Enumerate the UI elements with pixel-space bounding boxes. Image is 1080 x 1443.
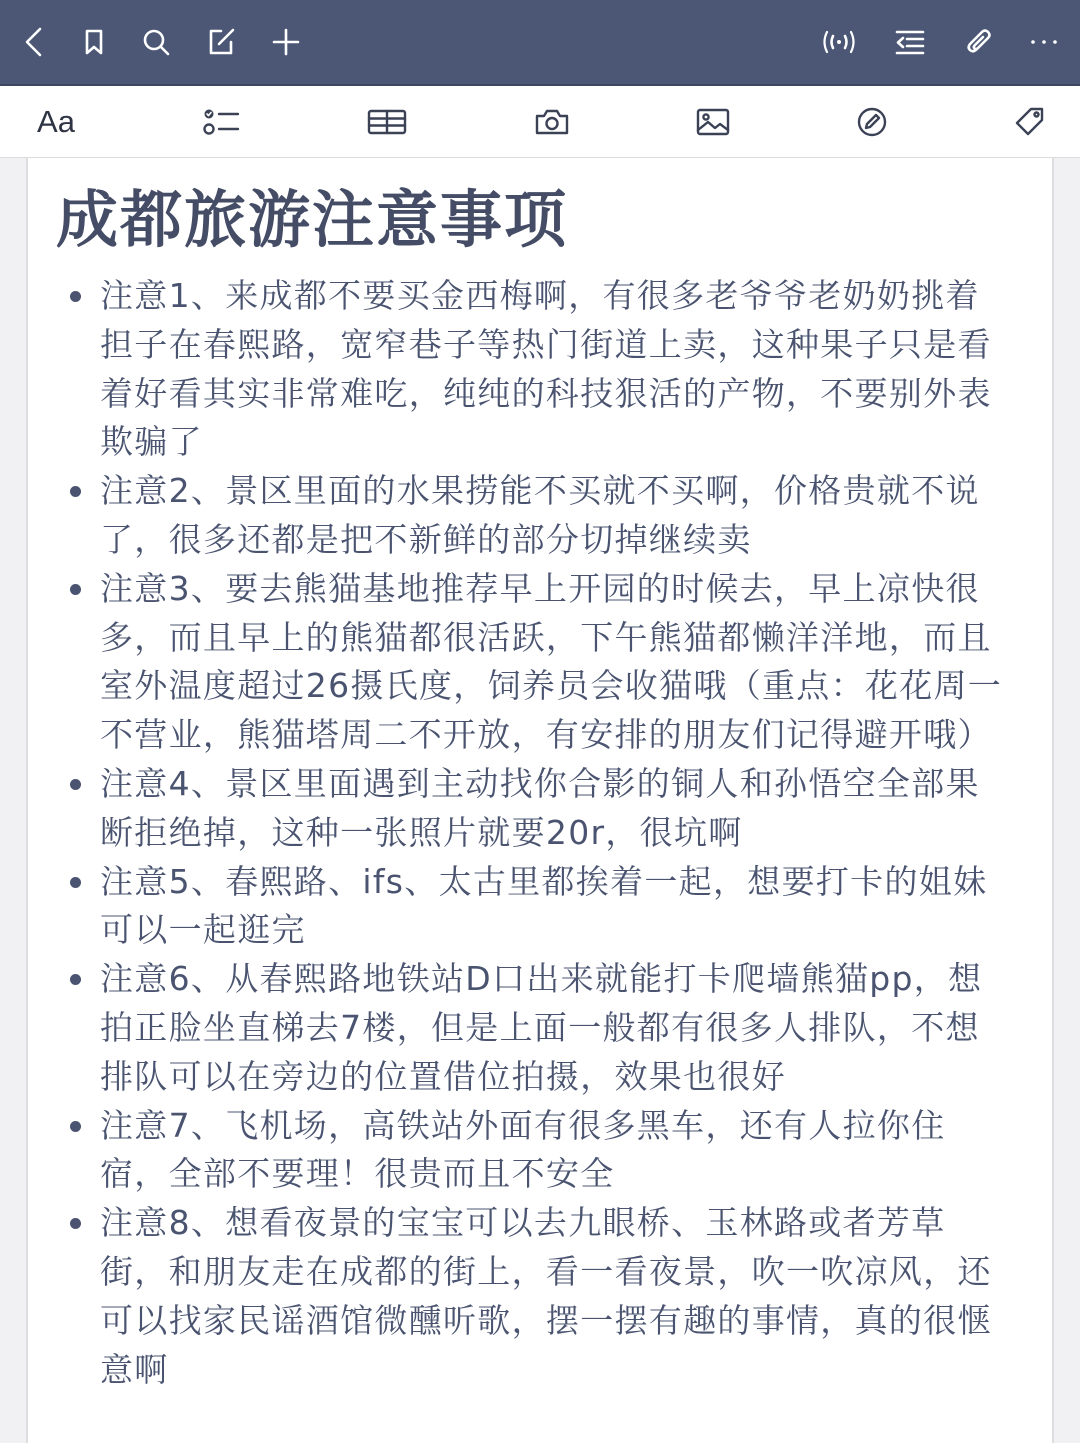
bullet-dot [70,584,81,595]
list-item[interactable] [68,467,1008,565]
audio-button[interactable] [815,18,863,66]
bookmark-button[interactable] [70,18,118,66]
list-item[interactable] [68,858,1008,956]
text-format-label: Aa [37,104,75,139]
attach-button[interactable] [955,18,1003,66]
plus-icon [270,26,302,58]
chevron-left-icon [18,24,54,60]
search-icon [140,26,172,58]
text-format-button[interactable] [30,98,82,146]
more-button[interactable] [1020,18,1068,66]
add-button[interactable] [262,18,310,66]
list-item[interactable] [68,1199,1008,1394]
list-item-text: 注意4、景区里面遇到主动找你合影的铜人和孙悟空全部果断拒绝掉，这种一张照片就要20r，很坑啊 [100,763,980,852]
list-item-text: 注意5、春熙路、ifs、太古里都挨着一起，想要打卡的姐妹可以一起逛完 [100,861,988,950]
bullet-dot [70,974,81,985]
bullet-dot [70,779,81,790]
list-item[interactable] [68,760,1008,858]
note-page[interactable] [26,158,1054,1443]
camera-button[interactable] [526,98,578,146]
broadcast-icon [821,27,857,57]
bullet-dot [70,1121,81,1132]
list-item[interactable] [68,1102,1008,1200]
checklist-button[interactable] [196,98,248,146]
list-item[interactable] [68,272,1008,467]
image-button[interactable] [687,98,739,146]
paperclip-icon [963,26,995,58]
edit-button[interactable] [197,18,245,66]
note-title[interactable]: 成都旅游注意事项 [56,183,569,256]
checklist-icon [202,106,242,138]
top-navigation-bar [0,0,1080,86]
outline-list-icon [893,27,927,57]
outline-button[interactable] [886,18,934,66]
sketch-button[interactable] [846,98,898,146]
image-icon [694,106,732,138]
note-bullet-list [68,272,1008,1394]
camera-icon [533,106,571,138]
list-item-text: 注意1、来成都不要买金西梅啊，有很多老爷爷老奶奶挑着担子在春熙路，宽窄巷子等热门街道上卖，这种果子只是看着好看其实非常难吃，纯纯的科技狠活的产物，不要别外表欺骗了 [100,276,992,462]
tag-button[interactable] [1004,98,1056,146]
edit-icon [205,26,237,58]
list-item-text: 注意7、飞机场，高铁站外面有很多黑车，还有人拉你住宿，全部不要理！很贵而且不安全 [100,1105,946,1194]
bullet-dot [70,291,81,302]
list-item[interactable] [68,955,1008,1101]
bullet-dot [70,486,81,497]
pencil-circle-icon [855,105,889,139]
list-item-text: 注意8、想看夜景的宝宝可以去九眼桥、玉林路或者芳草街，和朋友走在成都的街上，看一看夜景，吹一吹凉风，还可以找家民谣酒馆微醺听歌，摆一摆有趣的事情，真的很惬意啊 [100,1203,992,1389]
back-button[interactable] [12,18,60,66]
format-toolbar [0,86,1080,158]
bookmark-icon [79,27,109,57]
list-item-text: 注意3、要去熊猫基地推荐早上开园的时候去，早上凉快很多，而且早上的熊猫都很活跃，下午熊猫都懒洋洋地，而且室外温度超过26摄氏度，饲养员会收猫哦（重点：花花周一不营业，熊猫塔周二不开放，有安排的朋友们记得避开哦） [100,568,1003,755]
tag-icon [1013,105,1047,139]
list-item-text: 注意6、从春熙路地铁站D口出来就能打卡爬墙熊猫pp，想拍正脸坐直梯去7楼，但是上面一般都有很多人排队，不想排队可以在旁边的位置借位拍摄，效果也很好 [100,959,983,1096]
table-icon [366,107,408,137]
bullet-dot [70,877,81,888]
more-horizontal-icon [1029,37,1059,47]
search-button[interactable] [132,18,180,66]
list-item[interactable] [68,565,1008,760]
list-item-text: 注意2、景区里面的水果捞能不买就不买啊，价格贵就不说了，很多还都是把不新鲜的部分切掉继续卖 [100,471,980,559]
table-button[interactable] [361,98,413,146]
bullet-dot [70,1218,81,1229]
